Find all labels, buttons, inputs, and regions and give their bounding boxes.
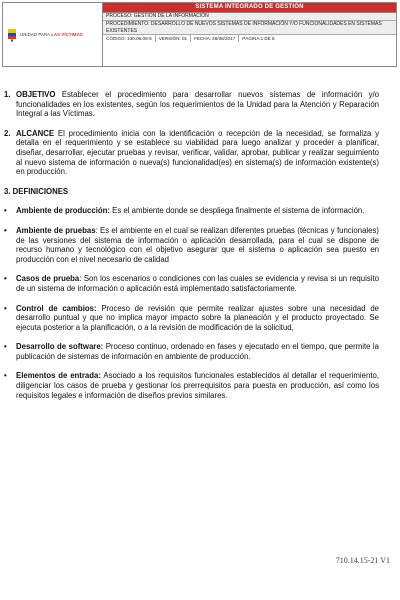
codigo: CÓDIGO: 130.06.08-5 [103,35,156,42]
definition-term: Control de cambios: [16,303,97,313]
definition-text: Proceso continuo, ordenado en fases y ejecutado en el tiempo, que permite la publicación de sistemas de información en ambiente de producción. [16,342,379,361]
meta-row [103,35,396,42]
footer-document-code: 710.14.15-21 V1 [335,556,390,565]
definition-text: : Son los escenarios o condiciones con las cuales se evidencia y revisa si un requisito de un sistema de información o aplicación está implementado satisfactoriamente. [16,274,379,293]
bullet-icon: • [4,206,7,216]
definition-term: Desarrollo de software: [16,342,104,352]
definition-text: : Es el ambiente en el cual se realizan diferentes pruebas (técnicas y funcionales) de las versiones del sistema de información o aplicación desarrollada, para el cual se dispone de recurso humano y tecnológico con el objetivo asegurar que el sistema o aplicación sea puesto en producción con el nivel necesario de calidad [16,225,379,264]
definition-text: Proceso de revisión que permite realizar ajustes sobre una necesidad de desarrollo puntual y que no implica mayor impacto sobre la planeación y el producto proyectado. Se ejecuta posterior a la planificación, o a la revisión de modificación de la solicitud, [16,303,379,332]
document-header [2,2,397,67]
definition-term: Elementos de entrada: [16,371,101,381]
section-number: 1. [4,90,11,99]
bullet-icon: • [4,274,7,284]
definition-text: Asociado a los requisitos funcionales establecidos al detallar el requerimiento, diligenciar los casos de prueba y gestionar los prerrequisitos para puesta en producción, así como los requisitos legales e información de diseños previos similares. [16,371,379,400]
definition-item [4,304,379,333]
proceso-row: PROCESO: GESTIÓN DE LA INFORMACIÓN [103,13,396,21]
section-objetivo [4,90,379,119]
section-text: Establecer el procedimiento para desarrollar nuevos sistemas de información y/o funcionalidades en los existentes, según los requerimientos de la Unidad para la Atención y Reparación Integral a las Víctimas. [16,90,379,119]
section-number: 2. [4,128,11,138]
logo-emblem-icon [7,28,17,42]
definition-item [4,371,379,400]
header-info [103,3,396,66]
logo-block [3,3,103,66]
pagina: PÁGINA 1 DE 8 [242,36,275,41]
logo-text: UNIDAD PARA LAS VÍCTIMAS [20,32,83,37]
bullet-icon: • [4,371,7,381]
definition-item [4,226,379,264]
section-label: OBJETIVO [16,90,56,99]
definition-term: Ambiente de pruebas [16,225,96,235]
system-title: SISTEMA INTEGRADO DE GESTIÓN [103,3,396,13]
procedimiento-row: PROCEDIMIENTO: DESARROLLO DE NUEVOS SISTEMAS DE INFORMACIÓN Y/O FUNCIONALIDADES EN SISTEMAS EXISTENTES [103,21,396,35]
definition-item [4,342,379,361]
document-body [4,90,379,410]
bullet-icon: • [4,303,7,313]
section-label: ALCANCE [16,128,55,138]
definition-item [4,206,379,216]
fecha: FECHA: 28/08/2017 [191,35,239,42]
definition-text: Es el ambiente donde se despliega finalmente el sistema de información. [110,206,365,216]
version: VERSIÓN: 01 [156,35,191,42]
definition-term: Ambiente de producción: [16,206,111,216]
bullet-icon: • [4,342,7,352]
section-alcance [4,129,379,177]
section-text: El procedimiento inicia con la identificación o recepción de la necesidad, se formaliza y detalla en el requerimiento y se establece su viabilidad para luego analizar y proceder a planificar, diseñar, desarrollar, ejecutar pruebas y revisar, verificar, validar, aprobar, publicar y realizar seguimiento al nuevo sistema de información o nueva(s) funcionalidad(es) en sistema(s) de información existente(s) en producción. [16,128,379,177]
definition-item [4,274,379,293]
bullet-icon: • [4,225,7,235]
section-definiciones-title: 3. DEFINICIONES [4,186,69,196]
definition-term: Casos de prueba [16,274,80,284]
